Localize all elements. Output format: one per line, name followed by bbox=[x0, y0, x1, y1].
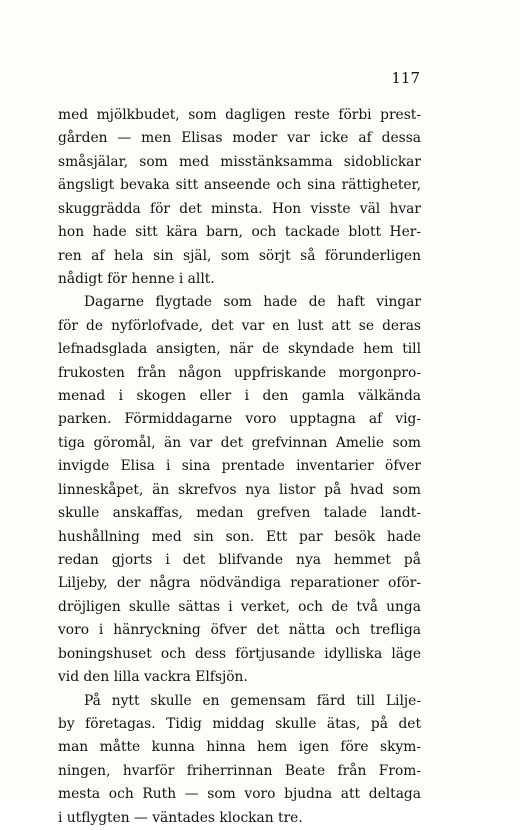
text-line: Liljeby, der några nödvändiga reparationer oför- bbox=[58, 575, 421, 592]
text-line: På nytt skulle en gemensam färd till Lilje- bbox=[84, 692, 421, 709]
text-line: invigde Elisa i sina prentade inventarier öfver bbox=[58, 458, 421, 475]
text-line: hon hade sitt kära barn, och tackade blott Her- bbox=[58, 224, 421, 241]
text-line: redan gjorts i det blifvande nya hemmet på bbox=[58, 552, 421, 569]
text-line: boningshuset och dess förtjusande idylliska läge bbox=[58, 645, 421, 662]
text-line: med mjölkbudet, som dagligen reste förbi prest- bbox=[58, 107, 421, 123]
text-line: dröjligen skulle sättas i verket, och de två unga bbox=[58, 598, 421, 615]
text-line: by företagas. Tidig middag skulle ätas, på det bbox=[58, 715, 421, 732]
text-line: mesta och Ruth — som voro bjudna att deltaga bbox=[58, 786, 421, 803]
text-line: man måtte kunna hinna hem igen före skym- bbox=[58, 739, 421, 756]
text-line: nådigt för henne i allt. bbox=[58, 270, 215, 287]
text-line: ren af hela sin själ, som sörjt så förunderligen bbox=[58, 247, 421, 264]
text-line: voro i hänryckning öfver det nätta och trefliga bbox=[58, 622, 421, 639]
text-line: hushållning med sin son. Ett par besök hade bbox=[58, 528, 421, 545]
text-line: gården — men Elisas moder var icke af dessa bbox=[58, 130, 421, 147]
text-line: lefnadsglada ansigten, när de skyndade hem till bbox=[58, 341, 421, 358]
text-line: skulle anskaffas, medan grefven talade landt- bbox=[58, 505, 421, 522]
text-line: skuggrädda för det minsta. Hon visste väl hvar bbox=[58, 200, 421, 217]
text-line: småsjälar, som med misstänksamma sidoblickar bbox=[58, 153, 421, 170]
text-line: i utflygten — väntades klockan tre. bbox=[58, 809, 303, 826]
text-line: för de nyförlofvade, det var en lust att se deras bbox=[58, 317, 421, 334]
text-line: frukosten från någon uppfriskande morgonpro- bbox=[58, 364, 421, 381]
text-line: vid den lilla vackra Elfsjön. bbox=[58, 669, 248, 686]
page-number: 117 bbox=[391, 69, 420, 87]
text-line: ningen, hvarför friherrinnan Beate från From- bbox=[58, 762, 421, 779]
text-line: tiga göromål, än var det grefvinnan Amelie som bbox=[58, 434, 421, 451]
body-text bbox=[58, 104, 421, 830]
text-line: menad i skogen eller i den gamla välkända bbox=[58, 388, 421, 405]
text-line: ängsligt bevaka sitt anseende och sina rättigheter, bbox=[58, 177, 421, 194]
text-line: parken. Förmiddagarne voro upptagna af vig- bbox=[58, 411, 421, 428]
text-line: Dagarne flygtade som hade de haft vingar bbox=[84, 294, 421, 311]
text-line: linneskåpet, än skrefvos nya listor på hvad som bbox=[58, 481, 421, 498]
